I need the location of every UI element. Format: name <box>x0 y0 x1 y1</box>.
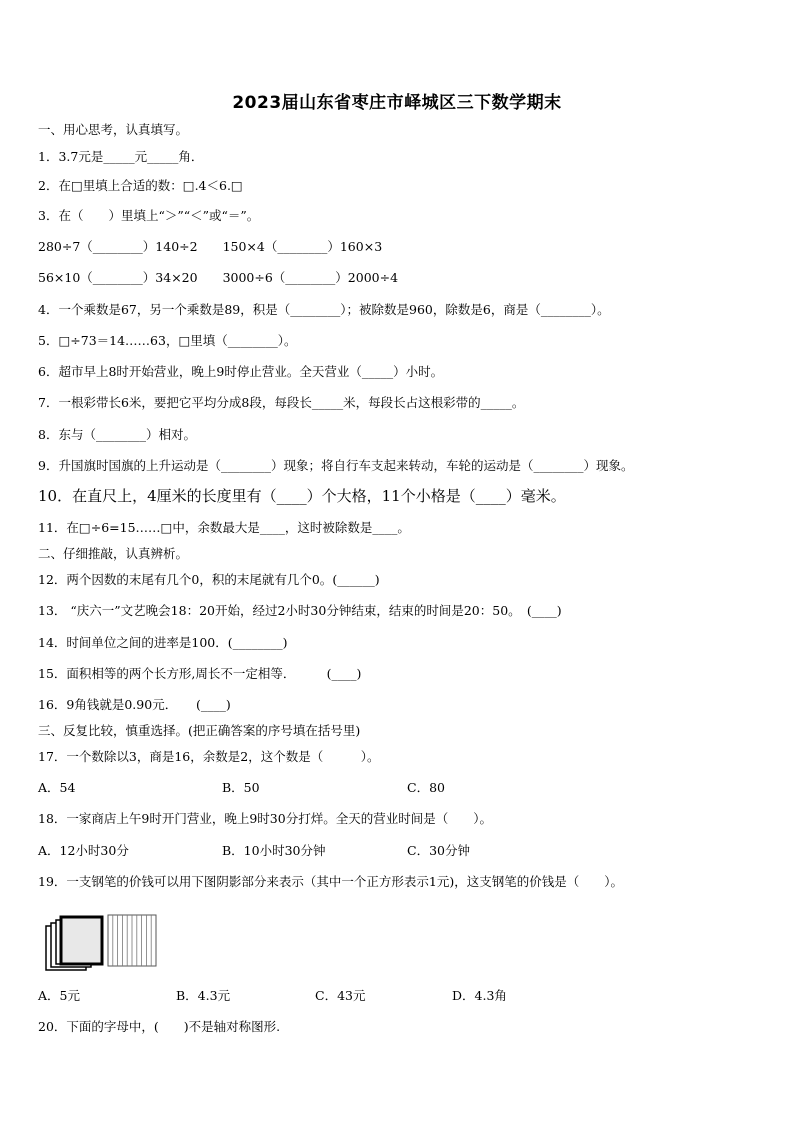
question-1: 1．3.7元是_____元_____角． <box>38 149 204 164</box>
question-19: 19．一支钢笔的价钱可以用下图阴影部分来表示（其中一个正方形表示1元)，这支钢笔的价钱是（ ）。 <box>38 874 623 889</box>
q19-option-c: C．43元 <box>315 988 366 1003</box>
question-9: 9．升国旗时国旗的上升运动是（________）现象；将自行车支起来转动，车轮的运动是（________）现象。 <box>38 458 634 473</box>
question-5: 5．□÷73＝14……63，□里填（________）。 <box>38 333 297 348</box>
q17-option-b: B．50 <box>222 780 260 795</box>
question-6: 6．超市早上8时开始营业，晚上9时停止营业。全天营业（_____）小时。 <box>38 364 444 379</box>
question-15: 15．面积相等的两个长方形,周长不一定相等． (____) <box>38 666 362 681</box>
section-heading-1: 一、用心思考，认真填写。 <box>38 122 189 137</box>
question-17: 17．一个数除以3，商是16，余数是2，这个数是（ ）。 <box>38 749 380 764</box>
section-heading-2: 二、仔细推敲，认真辨析。 <box>38 546 189 561</box>
question-12: 12．两个因数的末尾有几个0，积的末尾就有几个0。(______) <box>38 572 380 587</box>
question-10: 10．在直尺上，4厘米的长度里有（____）个大格，11个小格是（____）毫米。 <box>38 487 566 505</box>
square-1 <box>61 917 102 964</box>
question-16: 16．9角钱就是0.90元． (____) <box>38 697 231 712</box>
question-18: 18．一家商店上午9时开门营业，晚上9时30分打烊。全天的营业时间是（ ）。 <box>38 811 492 826</box>
question-7: 7．一根彩带长6米，要把它平均分成8段，每段长_____米，每段长占这根彩带的_____。 <box>38 395 525 410</box>
page-title: 2023届山东省枣庄市峄城区三下数学期末 <box>232 93 562 113</box>
question-3-row-1: 280÷7（________）140÷2 150×4（________）160×3 <box>38 239 383 254</box>
squares-and-strips-figure-icon <box>44 912 160 974</box>
q18-option-b: B．10小时30分钟 <box>222 843 326 858</box>
q19-option-d: D．4.3角 <box>452 988 507 1003</box>
q19-option-b: B．4.3元 <box>176 988 231 1003</box>
q18-option-c: C．30分钟 <box>407 843 470 858</box>
question-2: 2．在□里填上合适的数：□.4＜6.□ <box>38 178 243 193</box>
question-8: 8．东与（________）相对。 <box>38 427 196 442</box>
q19-option-a: A．5元 <box>38 988 80 1003</box>
section-heading-3: 三、反复比较，慎重选择。(把正确答案的序号填在括号里) <box>38 723 361 738</box>
question-14: 14．时间单位之间的进率是100．(________) <box>38 635 288 650</box>
question-11: 11．在□÷6=15……□中，余数最大是____，这时被除数是____。 <box>38 520 410 535</box>
question-4: 4．一个乘数是67，另一个乘数是89，积是（________）；被除数是960，除数是6，商是（________）。 <box>38 302 610 317</box>
question-13: 13． “庆六一”文艺晚会18：20开始，经过2小时30分钟结束，结束的时间是20：50。 (____) <box>38 603 562 618</box>
q17-option-c: C．80 <box>407 780 445 795</box>
question-20: 20．下面的字母中，( )不是轴对称图形. <box>38 1019 281 1034</box>
q17-option-a: A．54 <box>38 780 76 795</box>
question-3: 3．在（ ）里填上“＞”“＜”或“＝”。 <box>38 208 260 223</box>
question-3-row-2: 56×10（________）34×20 3000÷6（________）2000÷4 <box>38 270 399 285</box>
q18-option-a: A．12小时30分 <box>38 843 129 858</box>
